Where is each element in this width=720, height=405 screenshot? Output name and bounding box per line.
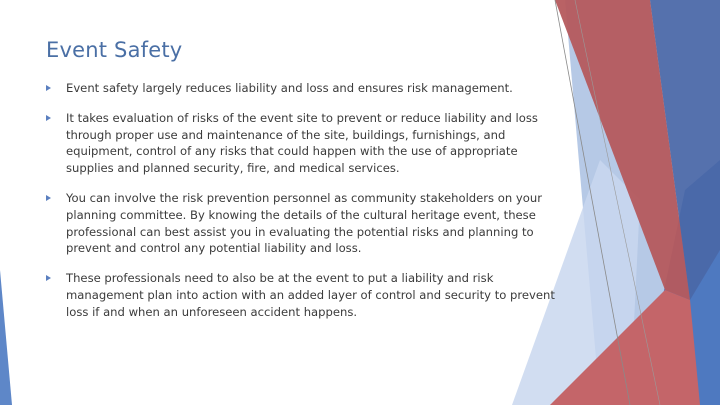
bullet-arrow-icon [46,115,51,121]
slide-title: Event Safety [46,38,183,62]
bullet-text: Event safety largely reduces liability and loss and ensures risk management. [66,81,513,95]
bullet-text: It takes evaluation of risks of the event site to prevent or reduce liability and loss through proper use and maintenance of the site, buildings, furnishings, and equipment, control of any risks that could happen with the use of appropriate supplies and planned security, fire, and medical services. [66,110,538,176]
bullet-item [46,80,556,97]
bullet-list [46,80,556,334]
bullet-arrow-icon [46,85,51,91]
bullet-text: These professionals need to also be at the event to put a liability and risk management plan into action with an added layer of control and security to prevent loss if and when an unforeseen accident happens. [66,271,555,319]
bullet-item [46,110,556,177]
bullet-arrow-icon [46,195,51,201]
left-edge-shape [0,270,12,405]
bullet-arrow-icon [46,275,51,281]
bullet-item [46,190,556,257]
bullet-item [46,270,556,320]
bullet-text: You can involve the risk prevention personnel as community stakeholders on your planning committee. By knowing the details of the cultural heritage event, these professional can best assist you in evaluating the potential risks and planning to prevent and control any potential liability and loss. [66,190,542,256]
